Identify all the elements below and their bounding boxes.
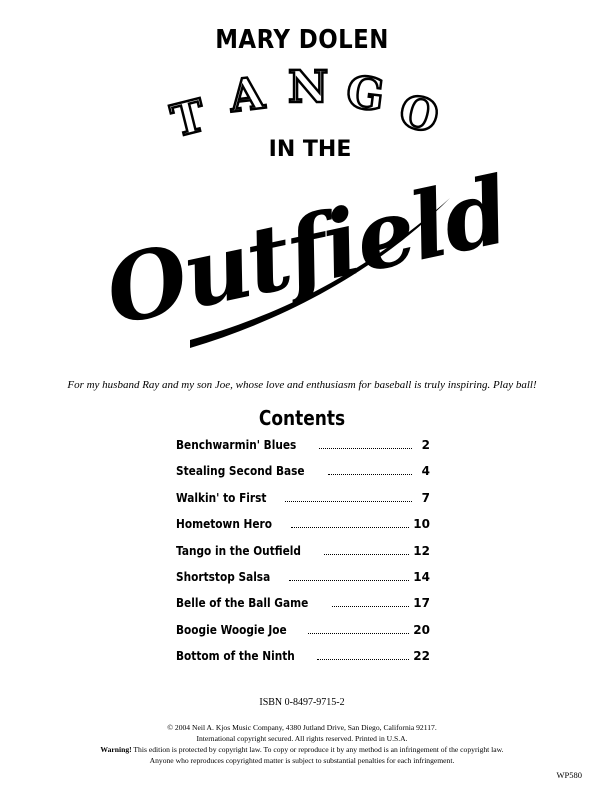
toc-page: 7 [421, 490, 430, 505]
tango-letter-2: A [226, 67, 267, 123]
toc-row[interactable] [176, 596, 430, 622]
isbn: ISBN 0-8497-9715-2 [259, 697, 345, 708]
toc-leader [308, 633, 409, 634]
toc-leader [317, 659, 409, 660]
rights-line: International copyright secured. All rights reserved. Printed in U.S.A. [196, 734, 408, 743]
tango-letter-3: N [288, 62, 329, 113]
toc-leader [332, 606, 409, 607]
toc-title: Belle of the Ball Game [176, 596, 309, 611]
tango-letter-5: O [394, 85, 444, 144]
product-code: WP580 [556, 770, 582, 780]
toc-row[interactable] [176, 438, 430, 464]
toc-title: Stealing Second Base [176, 464, 305, 479]
toc-leader [319, 448, 412, 449]
toc-page: 17 [413, 596, 430, 611]
toc-page: 22 [413, 649, 430, 664]
table-of-contents [176, 438, 430, 676]
toc-page: 4 [421, 464, 430, 479]
toc-row[interactable] [176, 649, 430, 675]
toc-title: Tango in the Outfield [176, 543, 301, 558]
title-outfield: Outfield [96, 156, 517, 347]
tango-letter-1: T [166, 90, 211, 148]
toc-leader [328, 474, 412, 475]
toc-title: Shortstop Salsa [176, 569, 271, 584]
toc-leader [291, 527, 409, 528]
toc-row[interactable] [176, 517, 430, 543]
toc-page: 2 [421, 438, 430, 452]
composer-name: MARY DOLEN [215, 25, 389, 55]
toc-row[interactable] [176, 570, 430, 596]
title-artwork [96, 62, 517, 368]
toc-title: Boogie Woogie Joe [176, 622, 287, 637]
toc-page: 10 [413, 517, 430, 532]
toc-row[interactable] [176, 491, 430, 517]
toc-page: 20 [413, 622, 430, 637]
contents-heading: Contents [258, 406, 346, 430]
title-in-the: IN THE [268, 137, 352, 162]
toc-page: 14 [413, 569, 430, 584]
copyright-line: © 2004 Neil A. Kjos Music Company, 4380 Jutland Drive, San Diego, California 92117. [167, 723, 437, 732]
toc-title: Bottom of the Ninth [176, 649, 295, 664]
toc-title: Walkin' to First [176, 490, 267, 505]
toc-leader [324, 554, 409, 555]
legal-notice [40, 722, 564, 766]
toc-row[interactable] [176, 544, 430, 570]
toc-page: 12 [413, 543, 430, 558]
warning-line [40, 744, 564, 755]
tango-letter-4: G [343, 66, 388, 122]
penalty-line: Anyone who reproduces copyrighted matter is subject to substantial penalties for each infringement. [149, 756, 455, 765]
title-tango [166, 62, 443, 148]
warning-text: This edition is protected by copyright law. To copy or reproduce it by any method is an infringement of the copyright law. [133, 745, 504, 754]
toc-row[interactable] [176, 464, 430, 490]
toc-leader [289, 580, 409, 581]
toc-title: Benchwarmin' Blues [176, 438, 297, 452]
toc-row[interactable] [176, 623, 430, 649]
warning-label: Warning! [100, 745, 132, 754]
dedication: For my husband Ray and my son Joe, whose love and enthusiasm for baseball is truly inspiring. Play ball! [67, 379, 537, 391]
toc-title: Hometown Hero [176, 517, 272, 532]
toc-leader [285, 501, 412, 502]
